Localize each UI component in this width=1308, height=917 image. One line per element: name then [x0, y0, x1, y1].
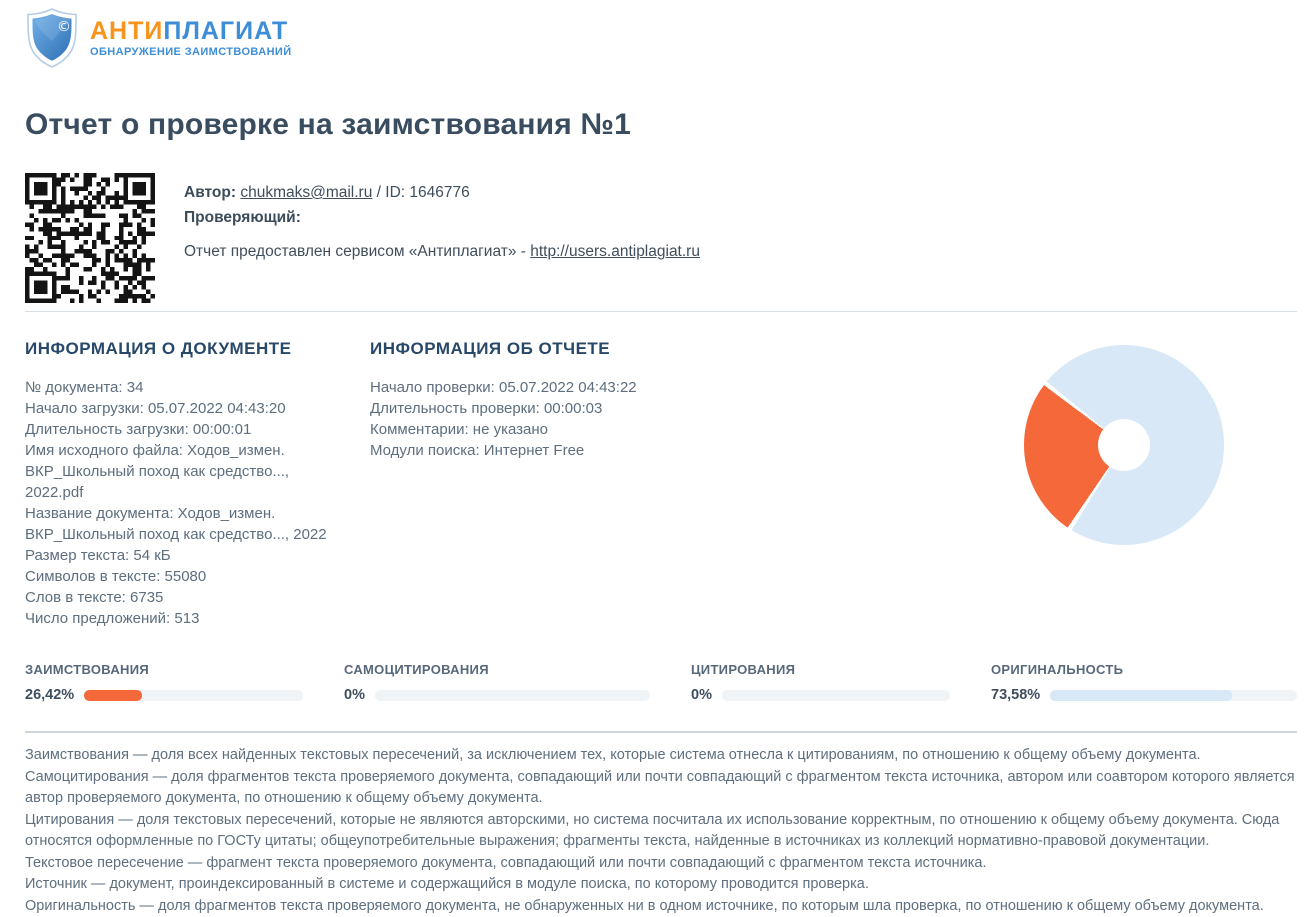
qr-code — [25, 173, 157, 304]
brand-name — [90, 18, 292, 44]
footnote-citations: Цитирования — доля текстовых пересечений, которые не являются авторскими, но система посчитала их использование корректным, по отношению к общему объему документа. Сюда относятся оформленные по ГОСТу цитаты; общеупотребительные выражения; фрагменты текста, найденные в источниках из коллекций нормативно-правовой документации. — [25, 810, 1297, 853]
metrics-row — [25, 662, 1297, 703]
doc-info-line: Слов в тексте: 6735 — [25, 587, 335, 608]
brand-logo — [25, 8, 1297, 68]
doc-info-line: Размер текста: 54 кБ — [25, 545, 335, 566]
doc-info-line: № документа: 34 — [25, 377, 335, 398]
report-info-heading: ИНФОРМАЦИЯ ОБ ОТЧЕТЕ — [370, 339, 1024, 359]
brand-name-anti: АНТИ — [90, 17, 163, 45]
brand-text — [90, 18, 292, 57]
metric-label: ЗАИМСТВОВАНИЯ — [25, 662, 303, 678]
footnote-text-intersection: Текстовое пересечение — фрагмент текста проверяемого документа, совпадающий или почти совпадающий с фрагментом текста источника. — [25, 853, 1297, 875]
metric-label: САМОЦИТИРОВАНИЯ — [344, 662, 650, 678]
service-note — [184, 243, 700, 261]
brand-name-plagiat: ПЛАГИАТ — [163, 17, 288, 45]
metric-borrowings — [25, 662, 303, 703]
doc-info-line: Начало загрузки: 05.07.2022 04:43:20 — [25, 398, 335, 419]
author-label: Автор: — [184, 184, 236, 201]
metric-label: ЦИТИРОВАНИЯ — [691, 662, 950, 678]
report-info-line: Длительность проверки: 00:00:03 — [370, 398, 1024, 419]
originality-donut — [1024, 345, 1224, 545]
metric-bar — [1050, 690, 1297, 701]
donut-hole — [1098, 419, 1150, 471]
metric-value: 0% — [691, 687, 712, 703]
service-url-link[interactable]: http://users.antiplagiat.ru — [530, 243, 700, 260]
author-row — [25, 173, 1297, 304]
report-info-line: Комментарии: не указано — [370, 419, 1024, 440]
terms-footnotes — [25, 745, 1297, 917]
document-info-heading: ИНФОРМАЦИЯ О ДОКУМЕНТЕ — [25, 339, 335, 359]
metric-bar — [84, 690, 303, 701]
divider — [25, 311, 1297, 312]
svg-text:©: © — [57, 19, 71, 35]
document-info-section — [25, 339, 370, 629]
doc-info-line: Символов в тексте: 55080 — [25, 566, 335, 587]
author-block — [184, 173, 700, 304]
doc-info-line: Число предложений: 513 — [25, 608, 335, 629]
divider — [25, 731, 1297, 733]
metric-bar — [375, 690, 650, 701]
report-info-line: Модули поиска: Интернет Free — [370, 440, 1024, 461]
shield-copyright-icon — [25, 8, 79, 68]
metric-self-citations — [344, 662, 650, 703]
footnote-source: Источник — документ, проиндексированный в системе и содержащийся в модуле поиска, по которому проводится проверка. — [25, 874, 1297, 896]
doc-info-line: Название документа: Ходов_измен. ВКР_Школьный поход как средство..., 2022 — [25, 503, 335, 545]
page-title: Отчет о проверке на заимствования №1 — [25, 106, 1297, 144]
metric-label: ОРИГИНАЛЬНОСТЬ — [991, 662, 1297, 678]
report-info-section — [370, 339, 1024, 629]
author-line — [184, 184, 700, 202]
metric-bar — [722, 690, 950, 701]
brand-tagline: ОБНАРУЖЕНИЕ ЗАИМСТВОВАНИЙ — [90, 46, 292, 58]
metric-value: 0% — [344, 687, 365, 703]
doc-info-line: Длительность загрузки: 00:00:01 — [25, 419, 335, 440]
info-row — [25, 339, 1297, 629]
metric-originality — [991, 662, 1297, 703]
chart-area — [1024, 339, 1297, 629]
footnote-self-citations: Самоцитирования — доля фрагментов текста проверяемого документа, совпадающий или почти совпадающий с фрагментом текста источника, автором или соавтором которого является автор проверяемого документа, по отношению к общему объему документа. — [25, 767, 1297, 810]
report-info-line: Начало проверки: 05.07.2022 04:43:22 — [370, 377, 1024, 398]
metric-value: 26,42% — [25, 687, 74, 703]
footnote-originality: Оригинальность — доля фрагментов текста проверяемого документа, не обнаруженных ни в одном источнике, по которым шла проверка, по отношению к общему объему документа. — [25, 896, 1297, 917]
reviewer-label: Проверяющий: — [184, 209, 700, 227]
metric-value: 73,58% — [991, 687, 1040, 703]
author-id: / ID: 1646776 — [372, 184, 469, 201]
footnote-borrowings: Заимствования — доля всех найденных текстовых пересечений, за исключением тех, которые система отнесла к цитированиям, по отношению к общему объему документа. — [25, 745, 1297, 767]
metric-citations — [691, 662, 950, 703]
author-email-link[interactable]: chukmaks@mail.ru — [240, 184, 372, 201]
metric-bar-fill — [1050, 690, 1232, 701]
doc-info-line: Имя исходного файла: Ходов_измен. ВКР_Школьный поход как средство..., 2022.pdf — [25, 440, 335, 503]
service-note-text: Отчет предоставлен сервисом «Антиплагиат» - — [184, 243, 530, 260]
metric-bar-fill — [84, 690, 142, 701]
